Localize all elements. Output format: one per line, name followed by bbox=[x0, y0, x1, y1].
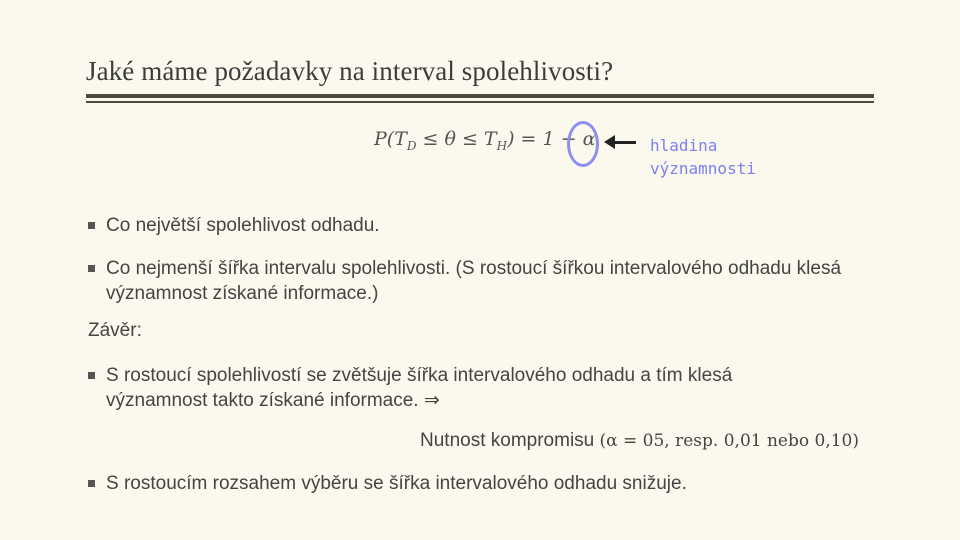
list-item bbox=[88, 363, 808, 413]
bullet-text: Co nejmenší šířka intervalu spolehlivosti. (S rostoucí šířkou intervalového odhadu klesá významnost získané informace.) bbox=[106, 258, 842, 304]
formula-lhs: P(T bbox=[374, 128, 407, 150]
formula-rhs: ) = 1 − α bbox=[507, 128, 596, 150]
bullet-text: Co největší spolehlivost odhadu. bbox=[106, 215, 380, 236]
annotation-line-2: významnosti bbox=[650, 159, 756, 178]
conclusion-heading: Závěr: bbox=[88, 320, 142, 341]
compromise-line bbox=[420, 430, 859, 452]
title-rule-thick bbox=[86, 94, 874, 98]
bullet-text: S rostoucí spolehlivostí se zvětšuje šířka intervalového odhadu a tím klesá významnost takto získané informace. ⇒ bbox=[106, 365, 733, 411]
formula-sub-d: D bbox=[406, 138, 417, 153]
compromise-label: Nutnost kompromisu bbox=[420, 430, 600, 451]
title-rule-thin bbox=[86, 101, 874, 103]
list-item bbox=[88, 471, 808, 496]
annotation-significance-level bbox=[650, 134, 756, 180]
bullet-square-icon bbox=[88, 265, 95, 272]
list-item bbox=[88, 213, 380, 238]
arrow-left-icon bbox=[604, 135, 615, 149]
bullet-square-icon bbox=[88, 480, 95, 487]
arrow-line bbox=[612, 141, 636, 144]
formula-middle: ≤ θ ≤ T bbox=[416, 128, 497, 150]
formula-sub-h: H bbox=[496, 138, 508, 153]
confidence-formula bbox=[374, 128, 595, 153]
bullet-square-icon bbox=[88, 372, 95, 379]
list-item bbox=[88, 256, 868, 306]
alpha-highlight-circle bbox=[567, 121, 599, 167]
bullet-text: S rostoucím rozsahem výběru se šířka intervalového odhadu snižuje. bbox=[106, 473, 687, 494]
compromise-math: (α = 05, resp. 0,01 nebo 0,10) bbox=[599, 431, 859, 451]
annotation-line-1: hladina bbox=[650, 136, 718, 155]
bullet-square-icon bbox=[88, 222, 95, 229]
slide-title: Jaké máme požadavky na interval spolehlivosti? bbox=[86, 56, 614, 86]
